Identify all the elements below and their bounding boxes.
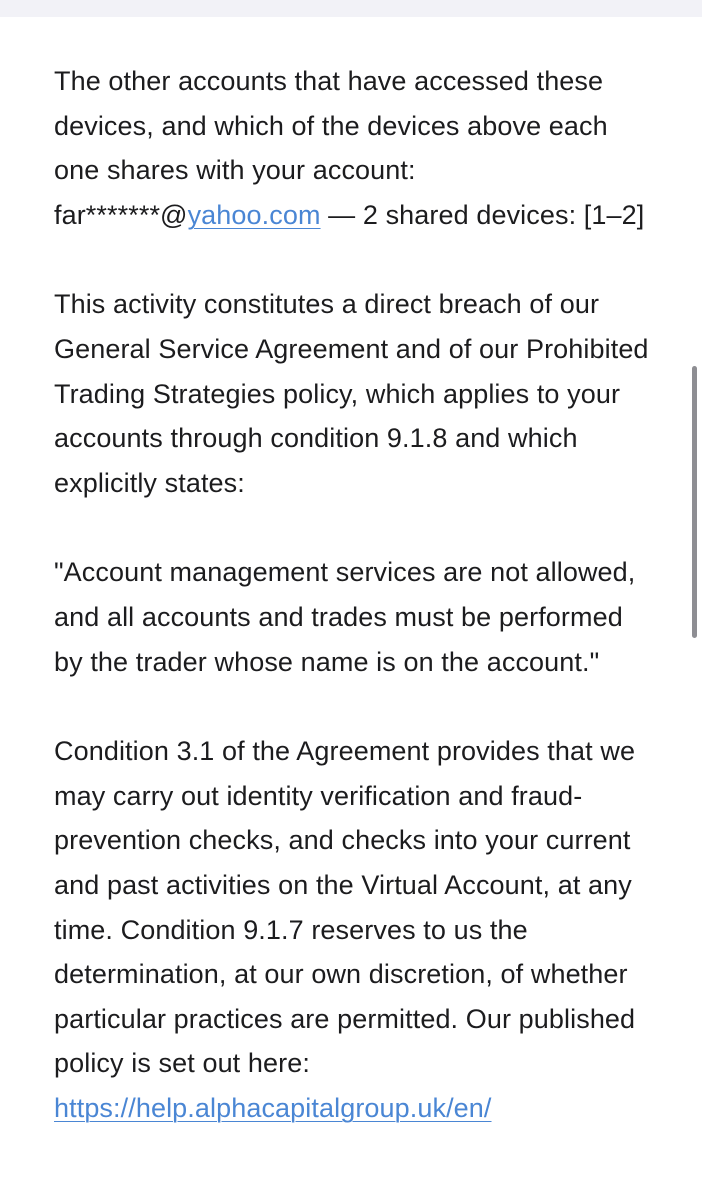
policy-link[interactable]: https://help.alphacapitalgroup.uk/en/ [54,1092,492,1123]
shared-accounts-intro: The other accounts that have accessed these devices, and which of the devices above each one shares with your account: [54,66,608,186]
account-email-prefix: far*******@ [54,199,188,230]
scrollbar-thumb[interactable] [692,366,697,638]
email-body [54,59,654,1175]
conditions-paragraph [54,729,654,1130]
breach-paragraph: This activity constitutes a direct breach of our General Service Agreement and of our Prohibited Trading Strategies policy, which applies to your accounts through condition 9.1.8 and which explicitly states: [54,289,649,498]
policy-quote: "Account management services are not allowed, and all accounts and trades must be performed by the trader whose name is on the account." [54,557,636,677]
shared-devices-summary: — 2 shared devices: [1–2] [320,199,645,230]
conditions-text: Condition 3.1 of the Agreement provides that we may carry out identity verification and fraud-prevention checks, and checks into your current and past activities on the Virtual Account, at any time. Condition 9.1.7 reserves to us the determination, at our own discretion, of whether particular practices are permitted. Our published policy is set out here: [54,736,636,1079]
account-email-domain-link[interactable]: yahoo.com [187,199,321,230]
header-edge [0,0,702,17]
shared-accounts-paragraph [54,59,654,237]
